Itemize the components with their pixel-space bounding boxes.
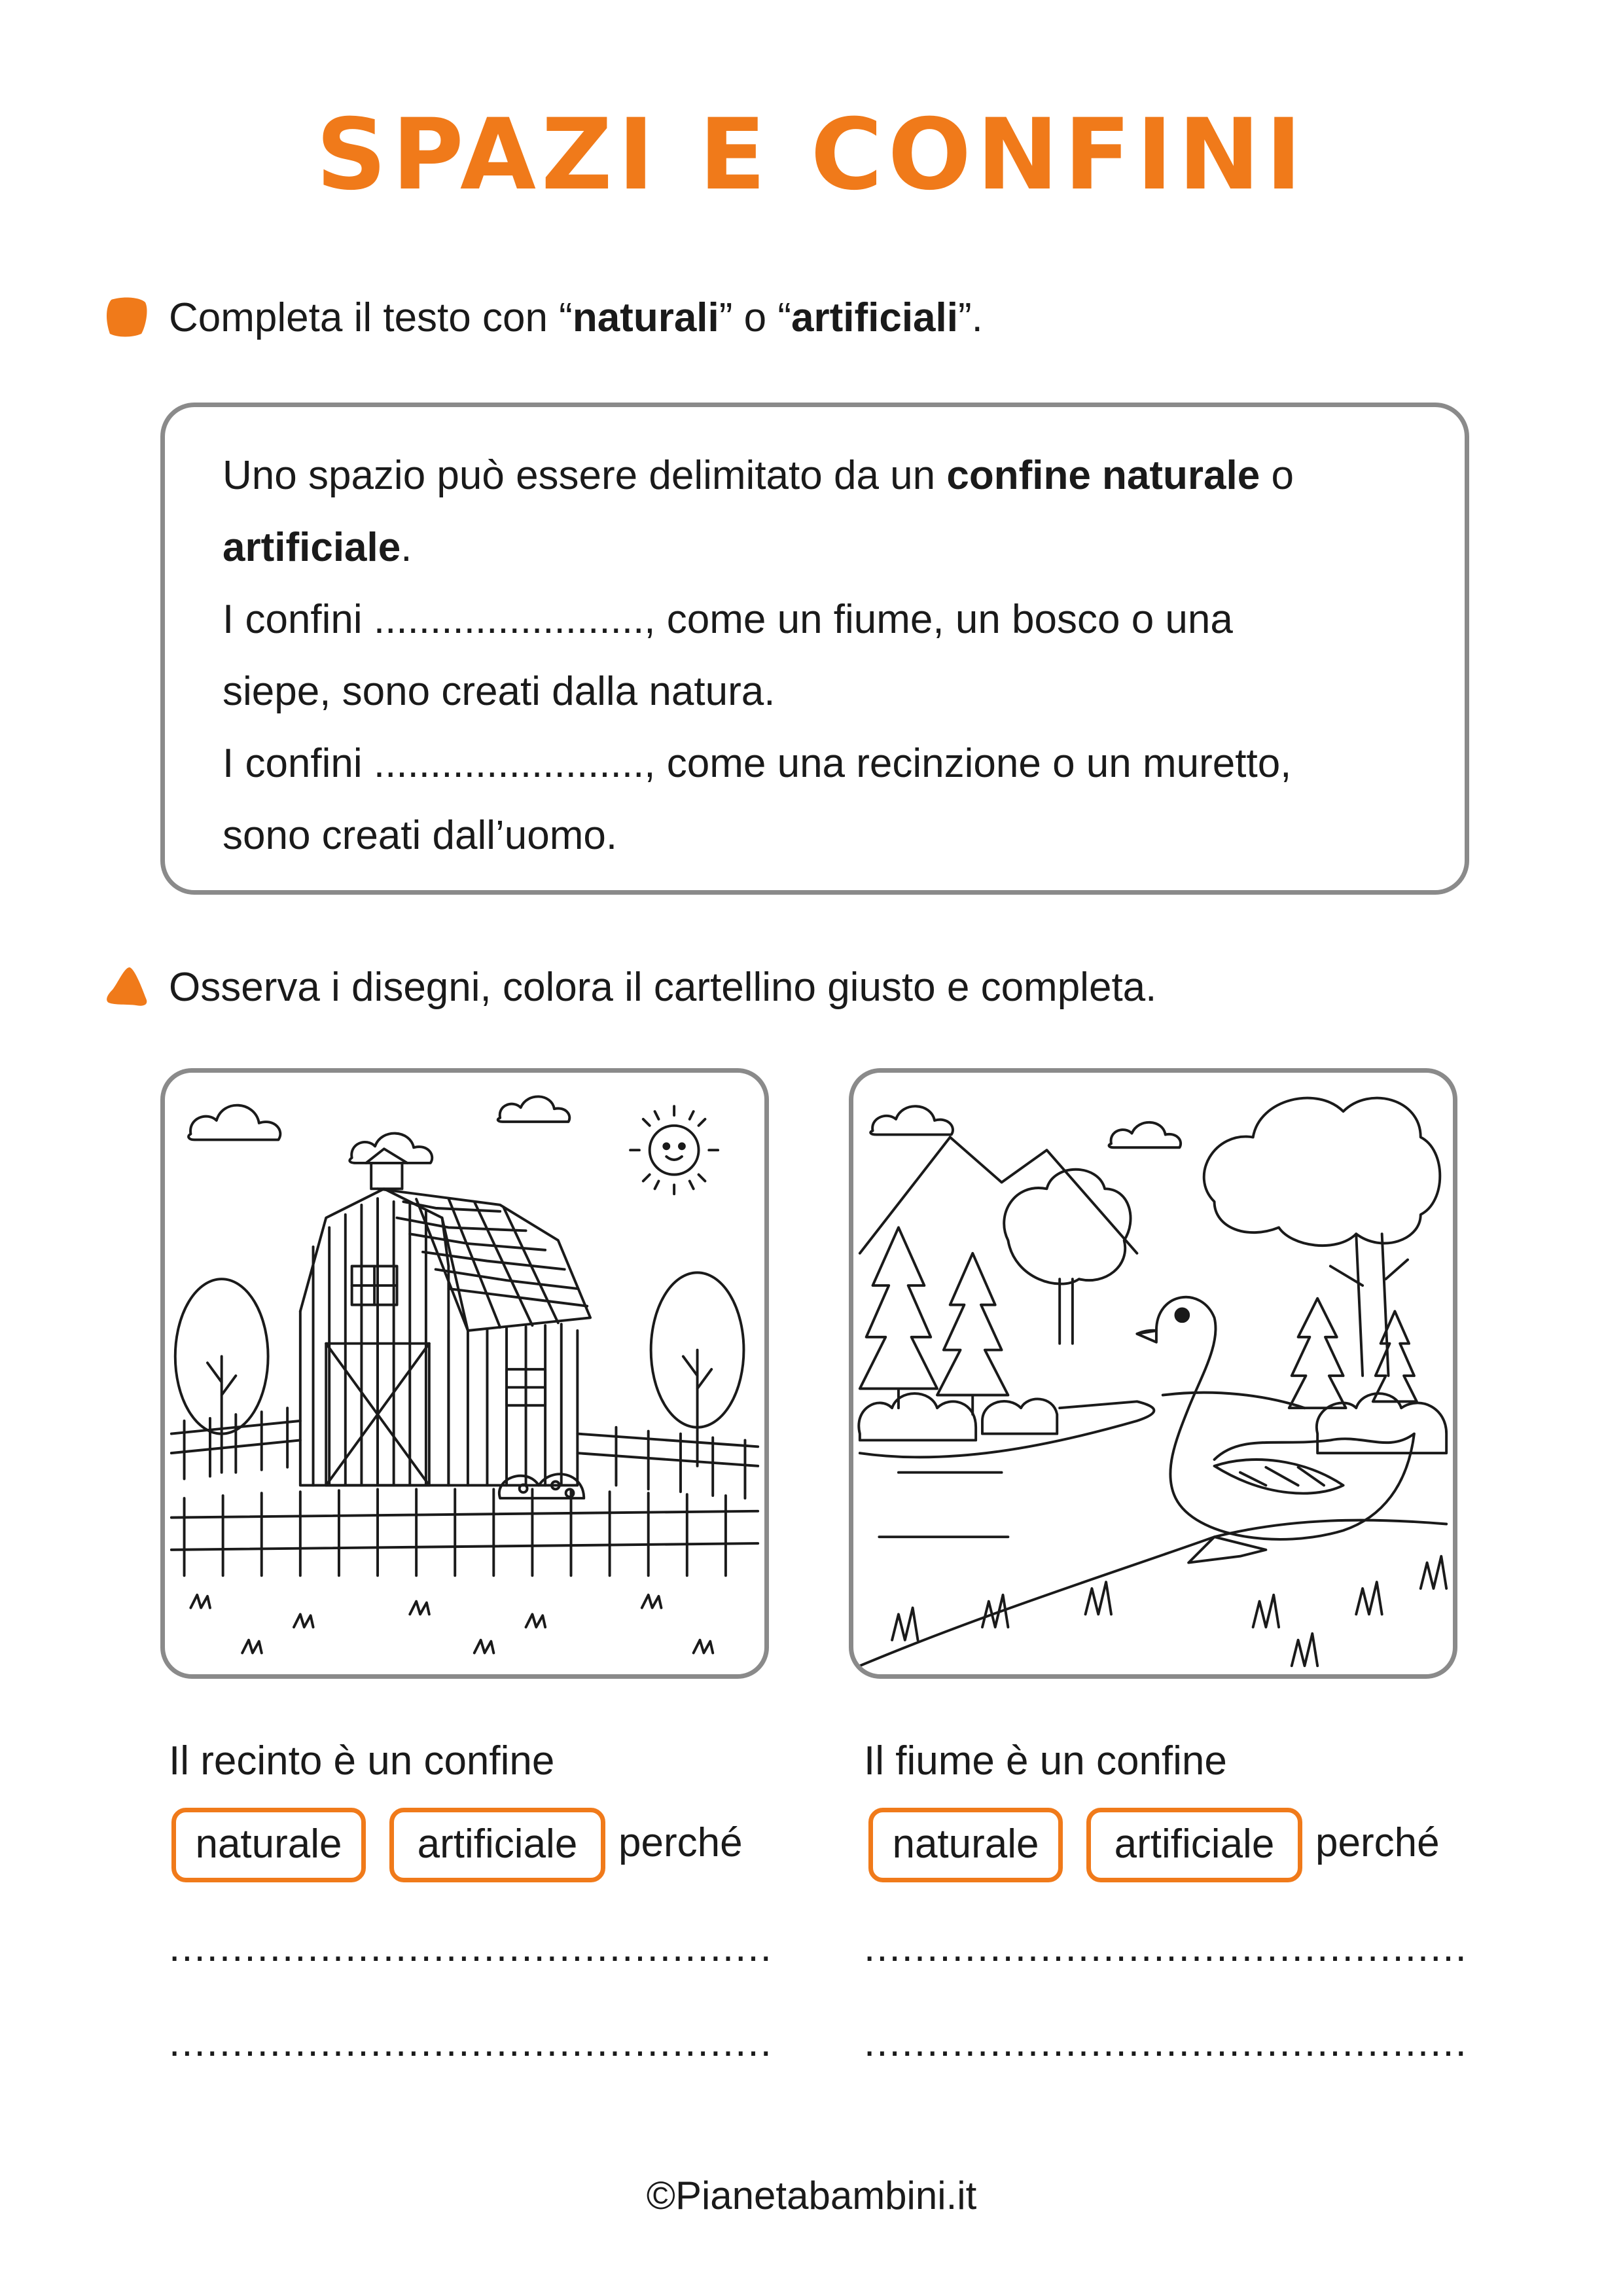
text-line-4: siepe, sono creati dalla natura. xyxy=(223,669,776,714)
right-tag-artificiale[interactable]: artificiale xyxy=(1086,1808,1302,1882)
right-answer-line-1[interactable]: ................................................ xyxy=(864,1925,1468,1970)
text-line-6: sono creati dall’uomo. xyxy=(223,813,618,858)
left-label: Il recinto è un confine xyxy=(169,1738,555,1784)
right-answer-line-2[interactable]: ................................................ xyxy=(864,2020,1468,2065)
text-box-content xyxy=(223,440,1294,872)
left-tag-naturale[interactable]: naturale xyxy=(171,1808,366,1882)
left-tag-artificiale[interactable]: artificiale xyxy=(389,1808,605,1882)
bullet-triangle-icon xyxy=(103,963,149,1009)
right-label: Il fiume è un confine xyxy=(864,1738,1227,1784)
exercise1-instruction: Completa il testo con “naturali” o “artificiali”. xyxy=(169,295,983,340)
text-line-3[interactable]: I confini ........................, come un fiume, un bosco o una xyxy=(223,597,1233,642)
text-line-1: Uno spazio può essere delimitato da un confine naturale o xyxy=(223,453,1294,498)
footer-credit: ©Pianetabambini.it xyxy=(646,2174,977,2217)
text-line-2: artificiale. xyxy=(223,525,412,570)
left-perche: perché xyxy=(618,1820,743,1865)
text-line-5[interactable]: I confini ........................, come una recinzione o un muretto, xyxy=(223,741,1292,786)
river-duck-picture xyxy=(849,1068,1457,1679)
right-tag-naturale[interactable]: naturale xyxy=(868,1808,1063,1882)
left-answer-line-2[interactable]: ................................................ xyxy=(169,2020,773,2065)
left-answer-line-1[interactable]: ................................................ xyxy=(169,1925,773,1970)
farm-fence-picture xyxy=(160,1068,769,1679)
right-perche: perché xyxy=(1315,1820,1440,1865)
bullet-blob-icon xyxy=(103,295,149,340)
exercise2-instruction: Osserva i disegni, colora il cartellino giusto e completa. xyxy=(169,965,1157,1010)
page-title: SPAZI E CONFINI xyxy=(315,98,1308,212)
